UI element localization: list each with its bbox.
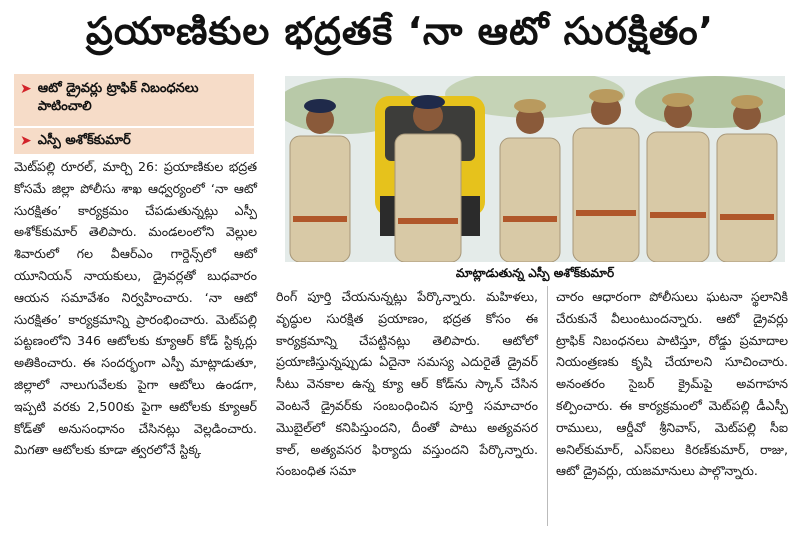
photo-caption: మాట్లాడుతున్న ఎస్పీ అశోక్‌కుమార్: [455, 266, 615, 280]
subhead-text: ఆటో డ్రైవర్లు ట్రాఫిక్ నిబంధనలు పాటించాలి: [37, 81, 199, 114]
article-text: రింగ్ పూర్తి చేయనున్నట్లు పేర్కొన్నారు. మహిళలు, వృద్ధుల సురక్షిత ప్రయాణం, భద్రత కోసం ఈ కార్యక్రమాన్ని చేపట్టినట్లు తెలిపారు. ఆటోలో ప్రయాణిస్తున్నప్పుడు ఏదైనా సమస్య ఎదురైతే డ్రైవర్ సీటు వెనకాల ఉన్న క్యూ ఆర్ కోడ్‌ను స్కాన్ చేసిన వెంటనే డ్రైవర్‌కు సంబంధించిన పూర్తి సమాచారం మొబైల్‌లో కనిపిస్తుందని, దీంతో పాటు అత్యవసర కాల్, అత్యవసర ఫిర్యాదు వస్తుందని పేర్కొన్నారు. సంబంధిత సమా: [276, 289, 538, 479]
article-text: మెట్‌పల్లి రూరల్, మార్చి 26: ప్రయాణికుల భద్రత కోసమే జిల్లా పోలీసు శాఖ ఆధ్వర్యంలో ‘నా ఆటో సురక్షితం’ కార్యక్రమం చేపడుతున్నట్లు ఎస్పీ అశోక్‌కుమార్ తెలిపారు. మండలంలోని వెల్లుల శివారులో గల వీఆర్‌ఎం గార్డెన్స్‌లో ఆటో యూనియన్ నాయకులు, డ్రైవర్లతో బుధవారం ఆయన సమావేశం నిర్వహించారు. ‘నా ఆటో సురక్షితం’ కార్యక్రమాన్ని ప్రారంభించారు. మెట్‌పల్లి పట్టణంలోని 346 ఆటోలకు క్యూఆర్ కోడ్ స్టిక్కర్లు అతికించారు. ఈ సందర్భంగా ఎస్పీ మాట్లాడుతూ, జిల్లాలో నాలుగువేలకు పైగా ఆటోలు ఉండగా, ఇప్పటి వరకు 2,500కు పైగా ఆటోలకు క్యూఆర్ కోడ్‌తో అనుసంధానం చేసినట్లు వెల్లడించారు. మిగతా ఆటోలకు కూడా త్వరలోనే స్టిక్క: [14, 159, 257, 458]
news-photo: [285, 76, 785, 262]
subhead-sp-name: [14, 128, 254, 154]
bullet-arrow-icon: ➤: [20, 81, 32, 97]
subhead-traffic-rules: [14, 74, 254, 126]
headline: ప్రయాణికుల భద్రతకే ‘నా ఆటో సురక్షితం’: [85, 9, 715, 53]
article-column-3: [556, 286, 788, 482]
column-divider: [547, 286, 548, 526]
article-column-1: [14, 156, 257, 461]
police-officers-photo: [285, 76, 785, 262]
article-text: చారం ఆధారంగా పోలీసులు ఘటనా స్థలానికి చేరుకునే వీలుంటుందన్నారు. ఆటో డ్రైవర్లు ట్రాఫిక్ నిబంధనలు పాటిస్తూ, రోడ్డు ప్రమాదాల నియంత్రణకు కృషి చేయాలని సూచించారు. అనంతరం సైబర్ క్రైమ్‌పై అవగాహన కల్పించారు. ఈ కార్యక్రమంలో మెట్‌పల్లి డీఎస్పీ రాములు, ఆర్డీవో శ్రీనివాస్, మెట్‌పల్లి సీఐ అనిల్‌కుమార్, ఎస్ఐలు కిరణ్‌కుమార్, రాజు, ఆటో డ్రైవర్లు, యజమానులు పాల్గొన్నారు.: [556, 289, 788, 479]
article-column-2: [276, 286, 538, 482]
subhead-text: ఎస్పీ అశోక్‌కుమార్: [37, 133, 131, 148]
bullet-arrow-icon: ➤: [20, 133, 32, 149]
